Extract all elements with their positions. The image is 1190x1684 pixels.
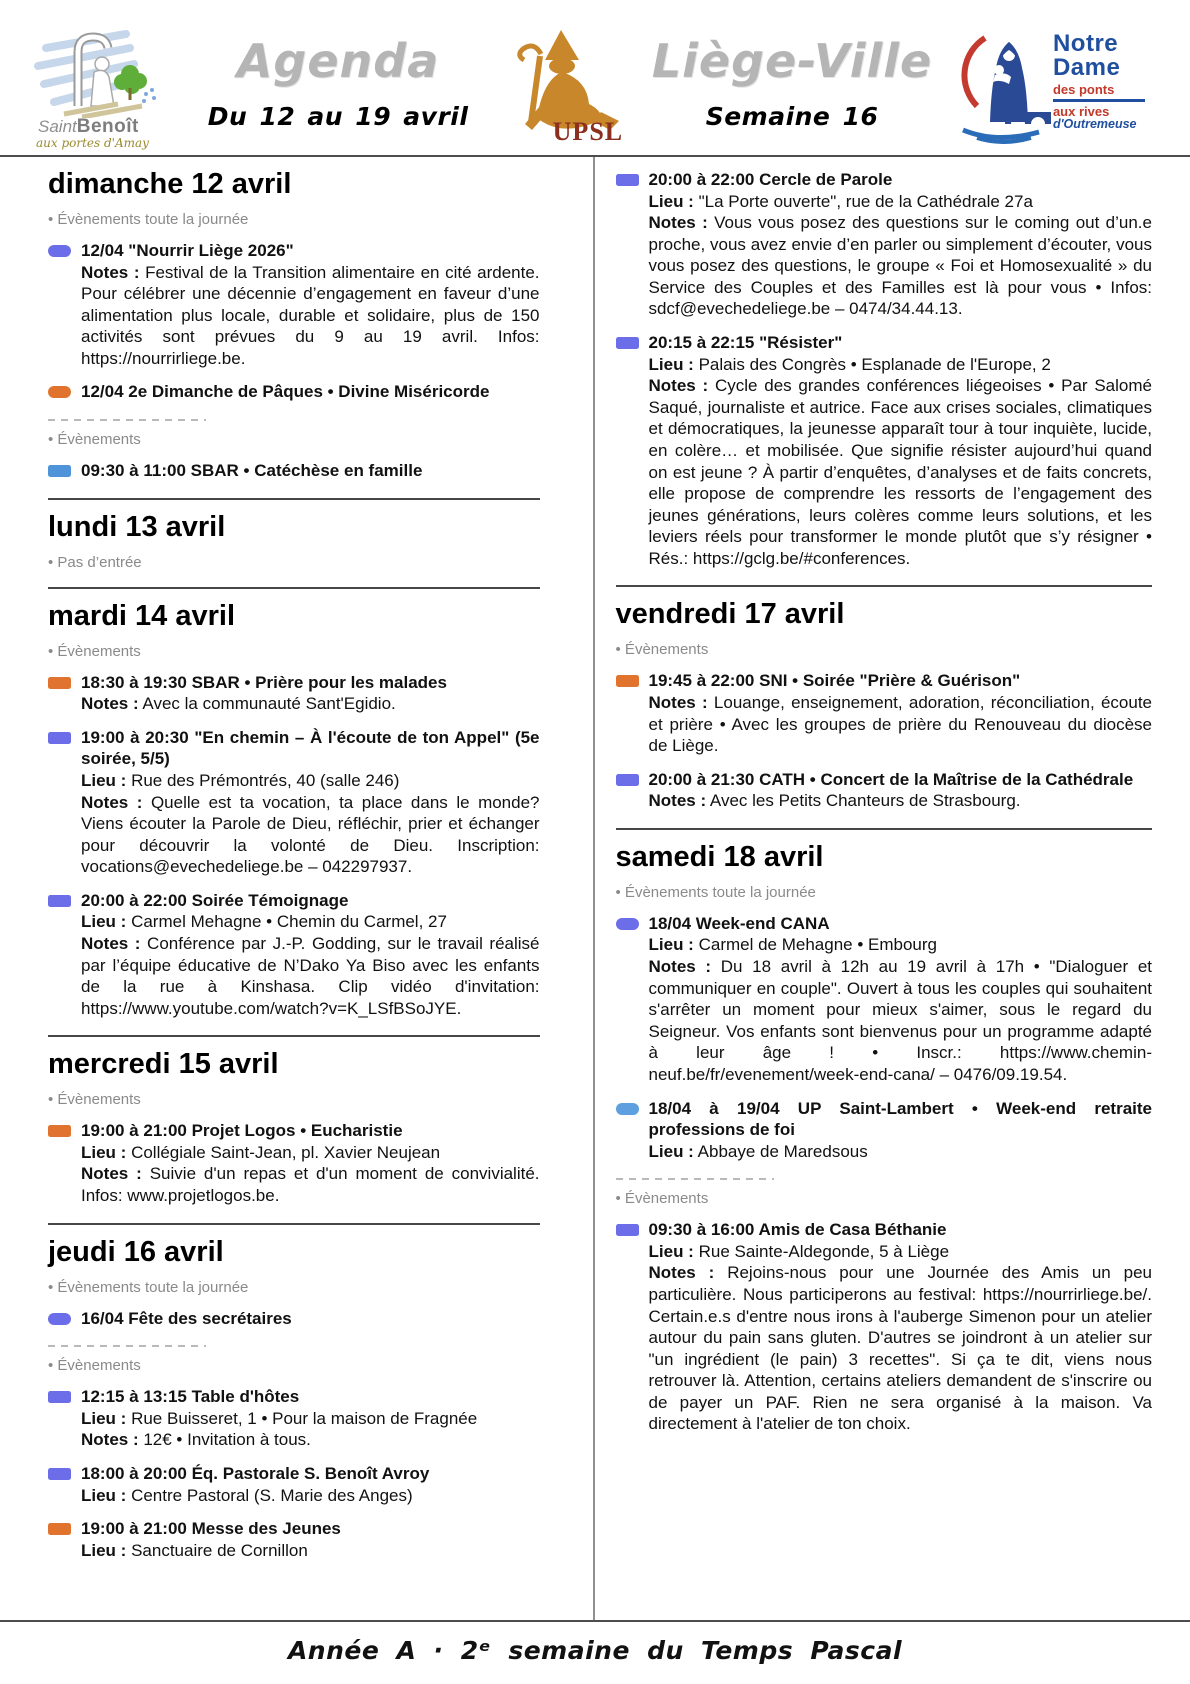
event-lieu: Lieu : "La Porte ouverte", rue de la Cathédrale 27a — [648, 191, 1033, 211]
page-footer — [0, 1620, 1190, 1684]
event-lieu: Lieu : Centre Pastoral (S. Marie des Anges) — [81, 1485, 413, 1505]
event-item — [48, 240, 540, 369]
notre-dame-line1: Notre — [1052, 30, 1119, 57]
event-item — [616, 769, 1152, 812]
event-notes: Notes : Suivie d'un repas et d'un moment de convivialité. Infos: www.projetlogos.be. — [81, 1164, 540, 1206]
event-marker-icon — [616, 918, 639, 930]
event-title: 09:30 à 11:00 SBAR • Catéchèse en famille — [81, 461, 423, 481]
event-lieu: Lieu : Collégiale Saint-Jean, pl. Xavier Neujean — [81, 1142, 441, 1162]
event-marker-icon — [48, 245, 71, 257]
section-label: • Évènements toute la journée — [48, 1278, 249, 1296]
notre-dame-bar — [1053, 99, 1145, 102]
notre-dame-line2: Dame — [1052, 54, 1121, 81]
event-item — [616, 1098, 1152, 1163]
event-notes: Notes : 12€ • Invitation à tous. — [81, 1430, 311, 1450]
event-notes: Notes : Quelle est ta vocation, ta place dans le monde? Viens écouter la Parole de Dieu, réfléchir, prier et échanger pour découvrir la volonté de Dieu. Inscription: vocations@evechedeliege.be – 042297937. — [81, 792, 540, 877]
section-label: • Évènements — [615, 1190, 709, 1208]
event-lieu: Lieu : Carmel de Mehagne • Embourg — [648, 935, 937, 955]
event-item — [48, 1308, 540, 1330]
event-marker-icon — [48, 1391, 71, 1403]
event-item — [48, 460, 540, 482]
day-heading: dimanche 12 avril — [48, 168, 292, 200]
event-item — [48, 1463, 540, 1506]
event-title: 19:00 à 21:00 Messe des Jeunes — [81, 1519, 341, 1539]
event-marker-icon — [48, 1313, 71, 1325]
day-divider-rule — [48, 1035, 540, 1037]
event-notes: Notes : Cycle des grandes conférences liégeoises • Par Salomé Saqué, journaliste et autrice. Face aux crises sociales, climatiques et démocratiques, la jeunesse apparaît tour à tour inquiète, lucide, en colère… et mobilisée. Que signifie résister aujourd’hui quand on est jeune ? À partir d’enquêtes, d’analyses et de faits concrets, elle propose de comprendre les ressorts de l’engagement des jeunes générations, leurs colères comme leurs solutions, et les leviers réels pour transformer le monde plutôt que s’y résigner • Rés.: https://gclg.be/#conferences. — [648, 376, 1152, 568]
event-marker-icon — [48, 732, 71, 744]
event-marker-icon — [48, 1468, 71, 1480]
day-divider-rule — [48, 587, 540, 589]
event-notes: Notes : Vous vous posez des questions sur le coming out d’un.e proche, vous avez envie d’en parler ou simplement d’écouter, vous vous posez des questions, le groupe « Foi et Homosexualité » du Service des Couples et des Familles est là pour vous • Infos: sdcf@evechedeliege.be – 0474/34.44.13. — [648, 213, 1152, 319]
section-label: • Évènements — [48, 1357, 141, 1375]
event-marker-icon — [48, 1523, 71, 1535]
event-lieu: Lieu : Palais des Congrès • Esplanade de l'Europe, 2 — [648, 354, 1051, 374]
section-label: • Évènements — [48, 642, 141, 660]
event-title: 20:00 à 22:00 Soirée Témoignage — [81, 890, 349, 910]
page-header — [0, 0, 1190, 157]
upsl-logo — [485, 26, 635, 149]
event-item — [616, 670, 1152, 756]
event-item — [616, 1219, 1152, 1435]
event-title: 19:45 à 22:00 SNI • Soirée "Prière & Guérison" — [648, 671, 1021, 691]
section-label: • Évènements toute la journée — [615, 883, 816, 901]
event-notes: Notes : Avec les Petits Chanteurs de Strasbourg. — [648, 791, 1021, 811]
event-notes: Notes : Du 18 avril à 12h au 19 avril à 17h • "Dialoguer et communiquer en couple". Ouvert à tous les couples qui souhaitent s'arrêter un moment pour mieux s'aimer, sous le regard du Seigneur. Vos enfants sont bienvenus pour un programme adapté à leur âge ! • Inscr.: https://www.chemin-neuf.be/fr/evenement/week-end-cana/ – 0476/09.19.54. — [648, 957, 1153, 1084]
event-title: 12/04 2e Dimanche de Pâques • Divine Miséricorde — [81, 382, 490, 402]
day-heading: samedi 18 avril — [615, 840, 824, 873]
event-title: 12:15 à 13:15 Table d'hôtes — [81, 1387, 300, 1407]
day-heading: mercredi 15 avril — [48, 1048, 279, 1081]
agenda-content — [0, 157, 1190, 1620]
date-range: Du 12 au 19 avril — [207, 102, 469, 131]
upsl-acronym: UPSL — [552, 117, 624, 146]
saint-benoit-logo — [26, 26, 191, 150]
event-lieu: Lieu : Rue Sainte-Aldegonde, 5 à Liège — [648, 1241, 950, 1261]
event-title: 18:00 à 20:00 Éq. Pastorale S. Benoît Avroy — [81, 1463, 430, 1483]
section-label: • Pas d’entrée — [48, 553, 142, 571]
event-marker-icon — [48, 677, 71, 689]
saint-benoit-name-part1: Saint — [38, 117, 77, 136]
saint-benoit-name-part2: Benoît — [76, 116, 139, 137]
section-label: • Évènements — [48, 1091, 141, 1109]
event-marker-icon — [616, 174, 639, 186]
event-title: 18/04 à 19/04 UP Saint-Lambert • Week-end retraite professions de foi — [648, 1098, 1152, 1140]
section-label: • Évènements toute la journée — [48, 211, 249, 228]
event-notes: Notes : Festival de la Transition alimentaire en cité ardente. Pour célébrer une décennie d’engagement en faveur d’une alimentation plus locale, durable et solidaire, plus de 150 activités sont prévues du 9 au 19 avril. Infos: https://nourrirliege.be. — [81, 262, 540, 368]
section-label: • Évènements — [48, 431, 141, 449]
event-marker-icon — [616, 1224, 639, 1236]
event-item — [48, 381, 540, 403]
event-marker-icon — [48, 1125, 71, 1137]
event-lieu: Lieu : Rue Buisseret, 1 • Pour la maison de Fragnée — [81, 1408, 478, 1428]
event-title: 18:30 à 19:30 SBAR • Prière pour les malades — [81, 672, 447, 692]
event-title: 18/04 Week-end CANA — [648, 913, 830, 933]
day-heading: mardi 14 avril — [48, 599, 235, 632]
event-lieu: Lieu : Rue des Prémontrés, 40 (salle 246) — [81, 770, 400, 790]
section-label: • Évènements — [615, 641, 709, 659]
day-heading: jeudi 16 avril — [48, 1235, 224, 1268]
dashed-separator — [48, 1345, 206, 1347]
notre-dame-logo — [949, 26, 1164, 144]
dashed-separator — [48, 419, 206, 421]
event-item — [48, 672, 540, 715]
city-title: Liège-Ville — [651, 34, 933, 88]
event-item — [616, 913, 1152, 1086]
agenda-title: Agenda — [236, 34, 440, 88]
event-item — [48, 890, 540, 1019]
dashed-separator — [616, 1178, 774, 1180]
event-marker-icon — [616, 337, 639, 349]
event-marker-icon — [48, 386, 71, 398]
event-lieu: Lieu : Abbaye de Maredsous — [648, 1141, 868, 1161]
event-lieu: Lieu : Carmel Mehagne • Chemin du Carmel, 27 — [81, 912, 447, 932]
event-marker-icon — [616, 774, 639, 786]
event-title: 09:30 à 16:00 Amis de Casa Béthanie — [648, 1220, 947, 1240]
event-title: 20:00 à 22:00 Cercle de Parole — [648, 170, 893, 189]
saint-benoit-subtitle: aux portes d'Amay — [36, 136, 149, 150]
agenda-title-block — [208, 26, 469, 131]
day-divider-rule — [48, 498, 540, 500]
notre-dame-madonna-icon — [949, 26, 1053, 144]
day-divider-rule — [48, 1223, 540, 1225]
saint-benoit-abbey-icon — [26, 26, 176, 118]
event-notes: Notes : Louange, enseignement, adoration, réconciliation, écoute et prière • Avec les groupes de prière du Renouveau du diocèse de Liège. — [648, 692, 1152, 756]
event-title: 20:00 à 21:30 CATH • Concert de la Maîtrise de la Cathédrale — [648, 769, 1134, 789]
day-heading: vendredi 17 avril — [615, 598, 845, 631]
event-title: 20:15 à 22:15 "Résister" — [648, 333, 843, 353]
notre-dame-line3: des ponts — [1052, 82, 1115, 97]
event-title: 16/04 Fête des secrétaires — [81, 1308, 292, 1328]
day-divider-rule — [616, 828, 1152, 830]
event-marker-icon — [48, 465, 71, 477]
event-item — [616, 332, 1152, 569]
event-marker-icon — [616, 675, 639, 687]
event-item — [48, 1120, 540, 1206]
event-marker-icon — [616, 1103, 639, 1115]
event-item — [48, 727, 540, 878]
event-title: 12/04 "Nourrir Liège 2026" — [81, 241, 294, 260]
event-title: 19:00 à 20:30 "En chemin – À l'écoute de ton Appel" (5e soirée, 5/5) — [81, 727, 540, 769]
day-heading: lundi 13 avril — [48, 510, 226, 543]
event-notes: Notes : Avec la communauté Sant'Egidio. — [81, 694, 396, 714]
liturgical-week-label: Année A · 2ᵉ semaine du Temps Pascal — [287, 1636, 903, 1665]
week-label: Semaine 16 — [705, 102, 879, 131]
city-title-block — [652, 26, 932, 131]
event-marker-icon — [48, 895, 71, 907]
event-notes: Notes : Rejoins-nous pour une Journée des Amis un peu particulière. Nous participerons au festival: https://nourrirliege.be/. Certain.e.s d'entre nous irons à l'auberge Simenon pour un atelier autour du pain sans gluten. D'autres se joindront à un atelier sur "un ingrédient (le pain) 3 recettes". Si ça te dit, viens nous retrouver là. Attention, certains ateliers demandent de s'inscrire ou de payer un PAF. Rien ne sera organisé à la maison. Va directement à l'atelier de ton choix. — [648, 1263, 1152, 1434]
left-column — [48, 157, 540, 1620]
day-divider-rule — [616, 585, 1152, 587]
notre-dame-line4: aux rives — [1052, 104, 1110, 119]
event-item — [48, 1386, 540, 1451]
event-lieu: Lieu : Sanctuaire de Cornillon — [81, 1540, 308, 1560]
event-item — [616, 169, 1152, 320]
notre-dame-line5: d'Outremeuse — [1052, 117, 1137, 131]
event-notes: Notes : Conférence par J.-P. Godding, sur le travail réalisé par l’équipe éducative de N’Dako Ya Biso avec les enfants de la rue à Kinshasa. Clip vidéo d'invitation: https://www.youtube.com/watch?v=K_LSfBSoJYE. — [81, 933, 540, 1018]
event-item — [48, 1518, 540, 1561]
right-column — [593, 157, 1152, 1620]
event-title: 19:00 à 21:00 Projet Logos • Eucharistie — [81, 1121, 403, 1141]
